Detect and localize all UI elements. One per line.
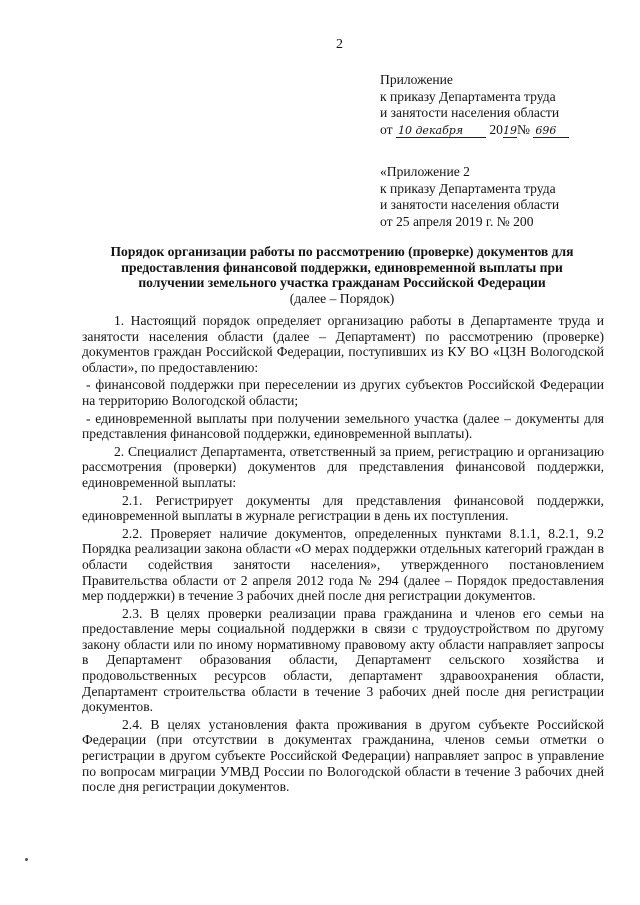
year-prefix: 20 [489,121,503,137]
paragraph: 2.3. В целях проверки реализации права гражданина и членов его семьи на предоставление меры социальной поддержки в связи с трудоустройством по другому закону области или по иному нормативному правовому акту области направляет запросы в Департамент образования области, Департамент сельского хозяйства и продовольственных ресурсов области, департамент здравоохранения области, Департамент строительства области в течение 3 рабочих дней после дня регистрации документов. [82,605,604,715]
appendix-line: от 25 апреля 2019 г. № 200 [380,213,534,229]
paragraph: 1. Настоящий порядок определяет организацию работы в Департаменте труда и занятости населения области (далее – Департамент) по рассмотрению (проверке) документов граждан Российской Федерации, поступивших из КУ ВО «ЦЗН Вологодской области», по предоставлению: [82,313,604,375]
appendix-line: Приложение [380,72,453,87]
appendix-line: и занятости населения области [380,197,560,212]
paragraph: 2.2. Проверяет наличие документов, определенных пунктами 8.1.1, 8.2.1, 9.2 Порядка реализации закона области «О мерах поддержки отдельных категорий граждан в области содействия занятости населения», утвержденного постановлением Правительства области от 2 апреля 2012 года № 294 (далее – Порядок предоставления мер поддержки) в течение 3 рабочих дней после дня регистрации документов. [82,525,604,604]
paragraph: 2.4. В целях установления факта проживания в другом субъекте Российской Федерации (при отсутствии в документах гражданина, членов семьи отметки о регистрации в другом субъекте Российской Федерации) направляет запрос в управление по вопросам миграции УМВД России по Вологодской области в течение 3 рабочих дней после дня регистрации документов. [82,716,604,795]
appendix-line: к приказу Департамента труда [380,180,556,196]
handwritten-year: 19 [502,123,517,137]
title-subtitle: (далее – Порядок) [289,290,395,306]
document-title [86,244,598,306]
handwritten-date: 10 декабря [396,124,486,138]
handwritten-number: 696 [533,124,569,138]
page-number: 2 [336,37,343,52]
document-body [82,313,604,797]
margin-mark [25,858,28,861]
order-date-line [380,122,569,139]
title-line: Порядок организации работы по рассмотрению (проверке) документов для [110,244,574,259]
paragraph: 2.1. Регистрирует документы для представления финансовой поддержки, единовременной выплаты в журнале регистрации в день их поступления. [82,492,604,524]
number-prefix: № [516,121,530,137]
appendix-line: к приказу Департамента труда [380,88,556,104]
list-item: - финансовой поддержки при переселении из других субъектов Российской Федерации на территорию Вологодской области; [82,377,604,408]
appendix-header [380,72,569,138]
list-item: - единовременной выплаты при получении земельного участка (далее – документы для представления финансовой поддержки, единовременной выплаты). [82,410,604,442]
original-appendix-header [380,164,559,230]
from-prefix: от [380,121,393,137]
title-line: получении земельного участка гражданам Российской Федерации [138,275,546,290]
title-line: предоставления финансовой поддержки, единовременной выплаты при [121,259,563,275]
appendix-line: и занятости населения области [380,105,560,120]
appendix-line: «Приложение 2 [380,164,470,179]
paragraph: 2. Специалист Департамента, ответственный за прием, регистрацию и организацию рассмотрения (проверки) документов для представления финансовой поддержки, единовременной выплаты: [82,443,604,490]
